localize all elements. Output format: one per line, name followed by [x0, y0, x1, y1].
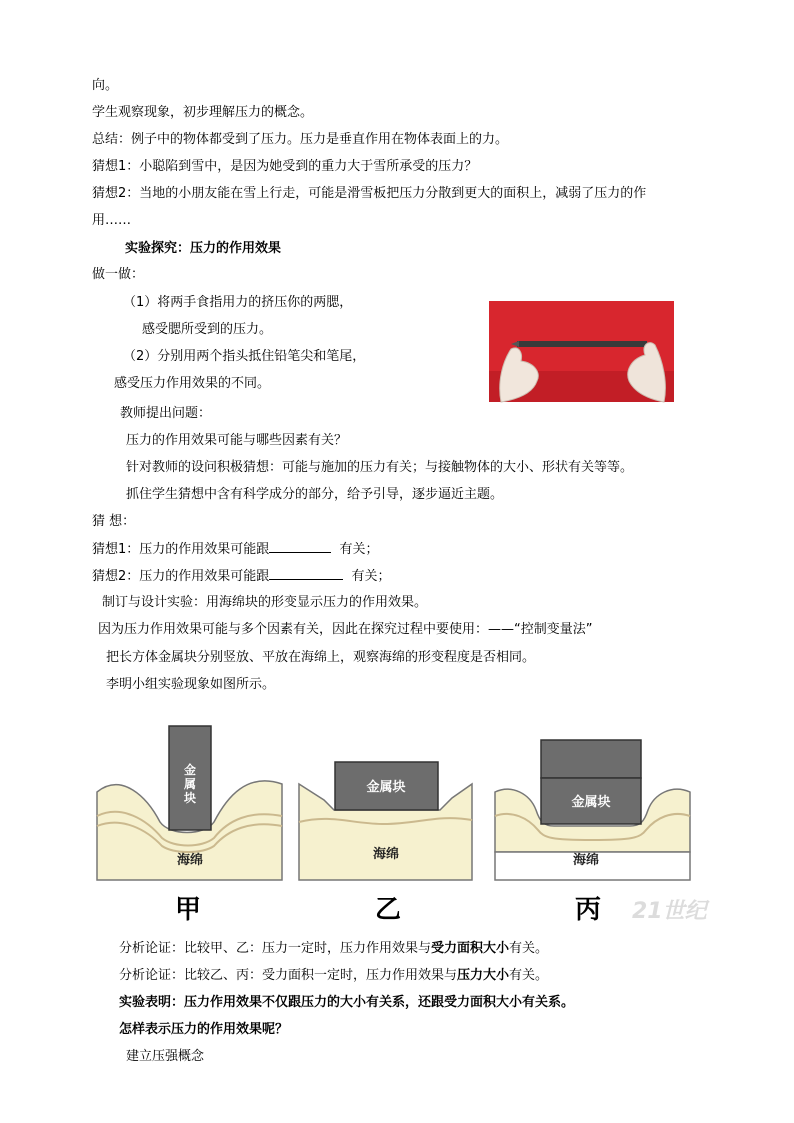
text-line: 压力的作用效果可能与哪些因素有关？ — [126, 433, 348, 448]
text-line: 猜 想： — [92, 514, 136, 529]
text-line: 教师提出问题： — [120, 406, 212, 421]
pencil — [517, 341, 647, 347]
conclusion: 实验表明：压力作用效果不仅跟压力的大小有关系，还跟受力面积大小有关系。 — [119, 995, 575, 1010]
question: 怎样表示压力的作用效果呢？ — [119, 1022, 289, 1037]
caption-bing: 丙 — [574, 895, 602, 925]
caption-yi: 乙 — [374, 895, 402, 925]
sponge-label: 海绵 — [372, 847, 400, 862]
sponge-experiment-figure — [92, 712, 707, 932]
analysis-text: 分析论证：比较乙、丙：受力面积一定时，压力作用效果与 — [119, 968, 458, 983]
text-line: 把长方体金属块分别竖放、平放在海绵上，观察海绵的形变程度是否相同。 — [106, 650, 536, 665]
text-line: （2）分别用两个指头抵住铅笔尖和笔尾， — [123, 349, 366, 364]
analysis-key: 受力面积大小 — [431, 941, 510, 956]
sponge-label: 海绵 — [176, 853, 204, 868]
watermark: 21世纪 — [632, 899, 707, 924]
guess-suffix: 有关； — [339, 542, 379, 557]
section-heading: 实验探究：压力的作用效果 — [125, 241, 282, 256]
guess-line-2 — [92, 567, 391, 586]
block-label: 块 — [183, 791, 197, 805]
block-label: 属 — [183, 777, 197, 791]
analysis-line-2 — [119, 967, 548, 985]
diagram-bing — [495, 740, 711, 925]
text-line: 总结：例子中的物体都受到了压力。压力是垂直作用在物体表面上的力。 — [92, 132, 509, 147]
text-line: 制订与设计实验：用海绵块的形变显示压力的作用效果。 — [102, 595, 428, 610]
text-line: 建立压强概念 — [126, 1049, 205, 1064]
analysis-text: 分析论证：比较甲、乙：压力一定时，压力作用效果与 — [119, 941, 432, 956]
text-line: 用…… — [92, 213, 132, 228]
sponge-label: 海绵 — [572, 853, 600, 868]
guess-text: 猜想2：压力的作用效果可能跟 — [92, 569, 270, 584]
text-line: 猜想1：小聪陷到雪中，是因为她受到的重力大于雪所承受的压力？ — [92, 159, 478, 174]
text-line: 学生观察现象，初步理解压力的概念。 — [92, 105, 314, 120]
text-line: 因为压力作用效果可能与多个因素有关，因此在探究过程中要使用：——“控制变量法” — [98, 622, 593, 637]
caption-jia: 甲 — [174, 895, 202, 925]
answer-blank — [269, 540, 331, 553]
analysis-line-1 — [119, 940, 548, 958]
pencil-photo — [489, 301, 674, 402]
diagram-jia — [97, 726, 282, 925]
text-line: 感受压力作用效果的不同。 — [114, 376, 271, 391]
guess-line-1 — [92, 540, 379, 559]
guess-text: 猜想1：压力的作用效果可能跟 — [92, 542, 270, 557]
text-line: 做一做： — [92, 267, 145, 282]
diagram-yi — [299, 762, 472, 925]
metal-block-top — [541, 740, 641, 778]
block-label: 金属块 — [571, 795, 611, 810]
block-label: 金 — [183, 763, 197, 777]
text-line: 抓住学生猜想中含有科学成分的部分，给予引导，逐步逼近主题。 — [126, 487, 504, 502]
analysis-key: 压力大小 — [457, 968, 510, 983]
analysis-text: 有关。 — [509, 941, 549, 956]
text-line: 针对教师的设问积极猜想：可能与施加的压力有关；与接触物体的大小、形状有关等等。 — [126, 460, 634, 475]
analysis-text: 有关。 — [509, 968, 549, 983]
answer-blank — [269, 567, 343, 580]
text-line: （1）将两手食指用力的挤压你的两腮， — [123, 295, 353, 310]
text-line: 向。 — [92, 78, 119, 93]
text-line: 感受腮所受到的压力。 — [142, 322, 273, 337]
block-label: 金属块 — [366, 780, 406, 795]
text-line: 李明小组实验现象如图所示。 — [106, 677, 276, 692]
guess-suffix: 有关； — [351, 569, 391, 584]
text-line: 猜想2：当地的小朋友能在雪上行走，可能是滑雪板把压力分散到更大的面积上，减弱了压力的作 — [92, 186, 647, 201]
